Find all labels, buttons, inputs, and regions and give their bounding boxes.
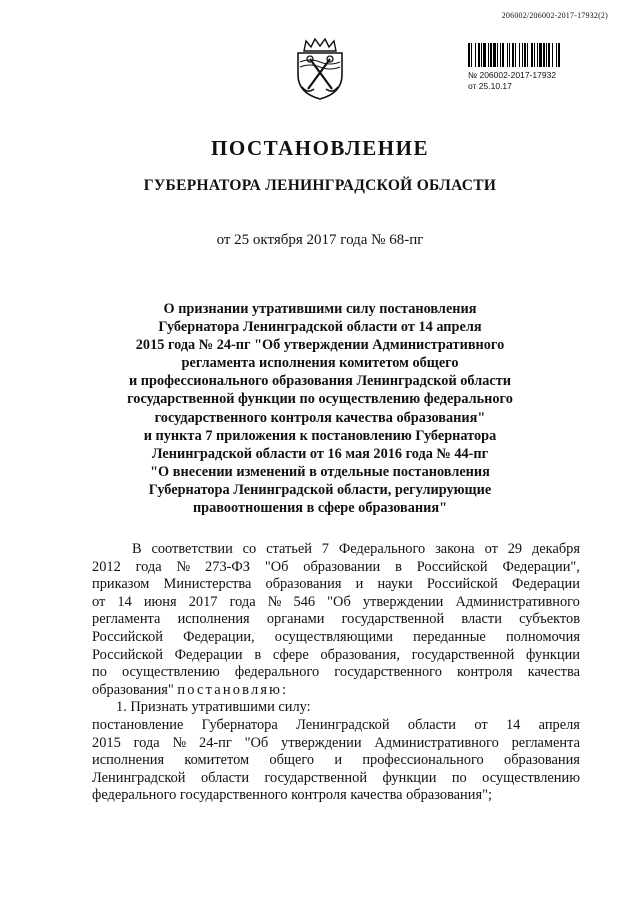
word: общего bbox=[269, 752, 315, 769]
word: 2012 bbox=[92, 558, 121, 575]
word: соответствии bbox=[151, 541, 233, 557]
text-line bbox=[92, 717, 580, 735]
word: контроля bbox=[457, 664, 513, 681]
word: Ленинградской bbox=[92, 769, 186, 786]
word: со bbox=[242, 541, 257, 557]
word: функции bbox=[526, 646, 580, 663]
word: 7 bbox=[321, 541, 329, 557]
title-line: государственного контроля качества образования" bbox=[154, 409, 486, 426]
word: года bbox=[135, 558, 162, 575]
text-line bbox=[92, 576, 580, 594]
word: государственной bbox=[264, 769, 368, 786]
paragraph-item-1-content bbox=[92, 717, 580, 787]
word: и bbox=[355, 576, 364, 593]
word: Российской bbox=[92, 628, 163, 645]
barcode bbox=[468, 43, 608, 67]
word: 546 bbox=[293, 593, 316, 610]
word: исполнения bbox=[177, 611, 250, 628]
word: государственной bbox=[411, 646, 515, 663]
word: Административного bbox=[455, 593, 580, 610]
word: "Об bbox=[244, 734, 269, 751]
item-1-text: 1. Признать утратившими силу: bbox=[116, 699, 311, 716]
document-title bbox=[100, 300, 540, 517]
word: образования bbox=[265, 576, 342, 593]
text-line bbox=[92, 647, 580, 665]
word: сфере bbox=[272, 646, 309, 663]
text-line bbox=[92, 559, 580, 577]
title-line: и профессионального образования Ленинградской области bbox=[129, 373, 511, 390]
paragraph-preamble-last-line bbox=[92, 682, 580, 700]
title-line: и пункта 7 приложения к постановлению Губернатора bbox=[143, 427, 497, 444]
resolution-keyword: постановляю: bbox=[177, 681, 289, 698]
word: Министерства bbox=[163, 576, 252, 593]
text-line bbox=[92, 541, 580, 559]
word: № bbox=[172, 734, 187, 751]
word: комитетом bbox=[184, 752, 250, 769]
word: 2015 bbox=[92, 734, 121, 751]
word: от bbox=[474, 716, 488, 733]
text-line bbox=[92, 611, 580, 629]
word: по bbox=[451, 769, 467, 786]
word: по bbox=[92, 664, 107, 681]
word: Российской bbox=[416, 558, 488, 575]
text-line bbox=[92, 752, 580, 770]
word: 273-ФЗ bbox=[205, 558, 251, 575]
title-line: Губернатора Ленинградской области от 14 апреля bbox=[158, 319, 482, 336]
word: Ленинградской bbox=[296, 716, 390, 733]
document-code: 206002/206002-2017-17932(2) bbox=[501, 11, 608, 20]
word: июня bbox=[143, 593, 177, 610]
title-line: регламента исполнения комитетом общего bbox=[181, 355, 459, 372]
word: утверждении bbox=[362, 593, 444, 610]
text-line bbox=[92, 770, 580, 788]
title-line: Ленинградской области от 16 мая 2016 года № 44-пг bbox=[151, 445, 489, 462]
word: статьей bbox=[266, 541, 312, 557]
word: полномочия bbox=[505, 628, 580, 645]
word: № bbox=[176, 558, 191, 575]
word: Губернатора bbox=[201, 716, 278, 733]
document-body bbox=[92, 541, 580, 805]
title-line: "О внесении изменений в отдельные постановления bbox=[150, 463, 490, 480]
word: 14 bbox=[505, 716, 521, 733]
title-line: 2015 года № 24-пг "Об утверждении Административного bbox=[135, 337, 505, 354]
word: постановление bbox=[92, 716, 184, 733]
word: профессионального bbox=[362, 752, 484, 769]
word: года bbox=[133, 734, 160, 751]
text-line bbox=[92, 629, 580, 647]
item-1-closing-text: федерального государственного контроля качества образования"; bbox=[92, 787, 492, 804]
word: в bbox=[254, 646, 262, 663]
word: функции bbox=[382, 769, 437, 786]
word: государственной bbox=[341, 611, 445, 628]
word: Российской bbox=[92, 646, 163, 663]
word: образования bbox=[504, 752, 580, 769]
issuing-authority: ГУБЕРНАТОРА ЛЕНИНГРАДСКОЙ ОБЛАСТИ bbox=[143, 177, 497, 194]
registration-stamp bbox=[468, 43, 608, 92]
title-line: Губернатора Ленинградской области, регулирующие bbox=[148, 481, 492, 498]
word: регламента bbox=[511, 734, 580, 751]
title-line: государственной функции по осуществлению федерального bbox=[127, 391, 513, 408]
word: от bbox=[484, 541, 498, 557]
word: "Об bbox=[327, 593, 351, 610]
word: приказом bbox=[92, 576, 150, 593]
word: осуществлению bbox=[482, 769, 580, 786]
registration-date: от 25.10.17 bbox=[468, 81, 512, 91]
coat-of-arms-emblem bbox=[290, 37, 350, 101]
word: государственного bbox=[334, 664, 442, 681]
title-line: О признании утратившими силу постановления bbox=[163, 301, 477, 317]
word: года bbox=[229, 593, 256, 610]
text-line bbox=[92, 594, 580, 612]
word: образовании bbox=[303, 558, 381, 575]
document-type-heading: ПОСТАНОВЛЕНИЕ bbox=[211, 136, 429, 160]
word: и bbox=[334, 752, 343, 769]
word: № bbox=[267, 593, 282, 610]
text-line bbox=[92, 664, 580, 682]
word: Федерального bbox=[338, 541, 426, 557]
word: осуществляющими bbox=[274, 628, 393, 645]
word: власти bbox=[461, 611, 502, 628]
title-line: правоотношения в сфере образования" bbox=[192, 500, 448, 517]
word: переданные bbox=[413, 628, 486, 645]
paragraph-item-1-last-line bbox=[92, 787, 580, 805]
word: декабря bbox=[531, 541, 580, 557]
word: Федерации, bbox=[183, 628, 255, 645]
word: Федерации bbox=[174, 646, 243, 663]
word: 29 bbox=[507, 541, 523, 557]
word: в bbox=[395, 558, 402, 575]
word: осуществлению bbox=[122, 664, 220, 681]
word: закона bbox=[435, 541, 475, 557]
text-line bbox=[92, 735, 580, 753]
item-1-heading bbox=[92, 699, 580, 717]
registration-number: № 206002-2017-17932 bbox=[468, 70, 557, 80]
word: Федерации bbox=[511, 576, 580, 593]
word: от bbox=[92, 593, 106, 610]
word: области bbox=[407, 716, 457, 733]
word: федерального bbox=[234, 664, 320, 681]
word: утверждении bbox=[281, 734, 362, 751]
paragraph-preamble bbox=[92, 541, 580, 682]
preamble-closing-text: образования" bbox=[92, 681, 178, 698]
word: В bbox=[132, 541, 142, 557]
word: 2017 bbox=[188, 593, 218, 610]
word: 14 bbox=[117, 593, 132, 610]
word: апреля bbox=[538, 716, 580, 733]
word: области bbox=[200, 769, 250, 786]
word: Российской bbox=[426, 576, 498, 593]
word: исполнения bbox=[92, 752, 165, 769]
word: "Об bbox=[264, 558, 289, 575]
word: науки bbox=[377, 576, 413, 593]
word: образования, bbox=[320, 646, 400, 663]
word: Административного bbox=[374, 734, 499, 751]
document-date: от 25 октября 2017 года № 68-пг bbox=[216, 232, 424, 248]
word: Федерации", bbox=[502, 558, 580, 575]
word: регламента bbox=[92, 611, 161, 628]
word: субъектов bbox=[519, 611, 580, 628]
word: органами bbox=[266, 611, 325, 628]
word: качества bbox=[527, 664, 580, 681]
word: 24-пг bbox=[199, 734, 232, 751]
